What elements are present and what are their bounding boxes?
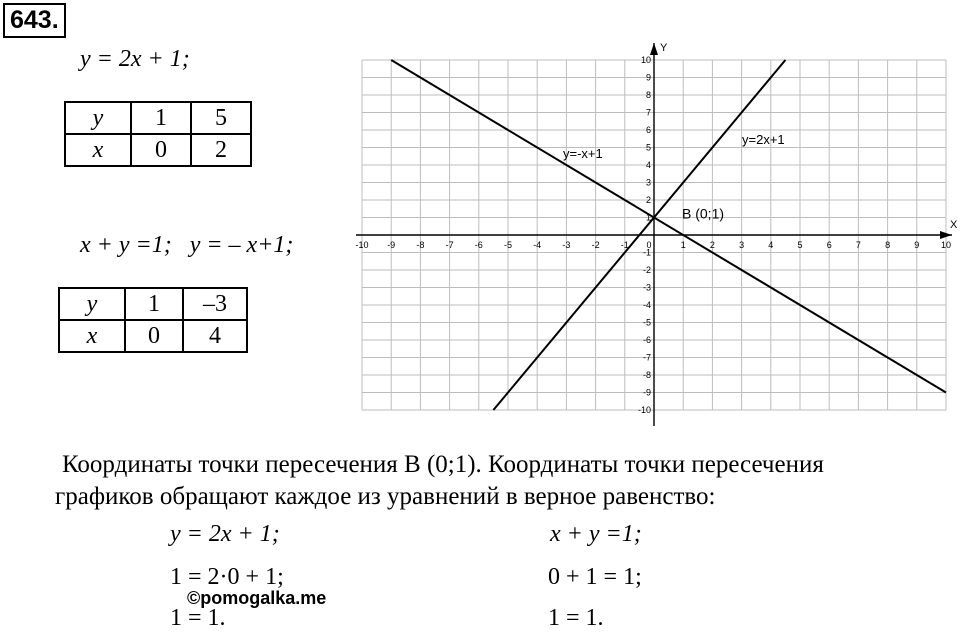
x-tick-label: -8 [416, 240, 425, 250]
equation-2: x + y =1; y = – x+1; [80, 232, 294, 258]
y-tick-label: -5 [642, 317, 651, 328]
y-axis-label: Y [660, 42, 668, 54]
y-tick-label: -7 [642, 352, 651, 363]
x-tick-label: 3 [739, 240, 745, 250]
check-left-2: 1 = 2·0 + 1; [170, 564, 284, 590]
x-tick-label: -5 [503, 240, 513, 250]
x-tick-label: 0 [646, 240, 652, 250]
y-tick-label: -6 [642, 335, 651, 345]
check-left-1: y = 2x + 1; [170, 521, 280, 547]
table-head-cell: y [65, 102, 131, 134]
table-head-cell: x [59, 320, 125, 352]
table-cell: 2 [191, 134, 251, 166]
y-tick-label: 3 [645, 177, 651, 188]
y-tick-label: -3 [642, 282, 651, 293]
table-cell: 4 [183, 320, 247, 352]
check-right-1: x + y =1; [550, 521, 642, 547]
y-tick-label: 9 [645, 72, 651, 83]
x-tick-label: -9 [387, 240, 396, 250]
y-tick-label: 2 [645, 195, 651, 205]
x-tick-label: 4 [768, 240, 774, 250]
y-axis-arrow [650, 43, 658, 55]
conclusion-line-2: графиков обращают каждое из уравнений в верное равенство: [55, 483, 716, 510]
y-tick-label: -9 [642, 387, 651, 398]
table-cell: 0 [131, 134, 191, 166]
check-right-3: 1 = 1. [548, 605, 604, 631]
y-tick-label: 6 [645, 125, 651, 135]
table-head-cell: x [65, 134, 131, 166]
x-tick-label: -4 [533, 240, 542, 250]
x-tick-label: -10 [355, 240, 369, 250]
table-cell: 1 [125, 288, 183, 320]
watermark: ©pomogalka.me [187, 588, 327, 608]
x-tick-label: 9 [914, 240, 920, 250]
series-label: y=2x+1 [742, 132, 785, 147]
equation-1: y = 2x + 1; [80, 46, 190, 72]
series-line [391, 60, 946, 393]
table-cell: 0 [125, 320, 183, 352]
axes [356, 42, 958, 426]
y-tick-label: 5 [645, 142, 651, 153]
check-right-2: 0 + 1 = 1; [548, 564, 642, 590]
check-left-3: 1 = 1. [170, 605, 226, 631]
x-axis-label: X [950, 219, 958, 231]
y-tick-label: 4 [645, 160, 651, 170]
point-label: B (0;1) [682, 205, 725, 222]
y-tick-label: 7 [645, 107, 651, 118]
series-label: y=-x+1 [563, 146, 603, 161]
x-tick-label: 8 [885, 240, 891, 250]
table-cell: 1 [131, 102, 191, 134]
table-cell: –3 [183, 288, 247, 320]
y-tick-label: 1 [645, 212, 651, 223]
x-tick-label: 7 [855, 240, 861, 250]
conclusion-line-1: Координаты точки пересечения В (0;1). Координаты точки пересечения [62, 451, 824, 478]
x-tick-label: 1 [680, 240, 686, 250]
y-tick-label: -10 [637, 405, 651, 415]
y-tick-label: 10 [640, 55, 651, 65]
line-labels [563, 132, 785, 222]
x-tick-label: -6 [474, 240, 483, 250]
problem-number: 643. [3, 3, 66, 38]
y-tick-label: -4 [642, 300, 651, 310]
y-tick-label: -8 [642, 370, 651, 380]
y-tick-label: 8 [645, 90, 651, 100]
y-tick-label: -2 [642, 265, 651, 275]
x-tick-label: -7 [445, 240, 454, 250]
x-tick-label: -2 [591, 240, 600, 250]
x-tick-label: 6 [826, 240, 832, 250]
x-tick-label: 10 [940, 240, 952, 250]
x-tick-label: -1 [620, 240, 629, 250]
y-tick-label: -1 [642, 247, 651, 258]
x-tick-label: -3 [562, 240, 571, 250]
x-tick-label: 5 [797, 240, 803, 250]
table-cell: 5 [191, 102, 251, 134]
x-tick-label: 2 [709, 240, 715, 250]
table-head-cell: y [59, 288, 125, 320]
